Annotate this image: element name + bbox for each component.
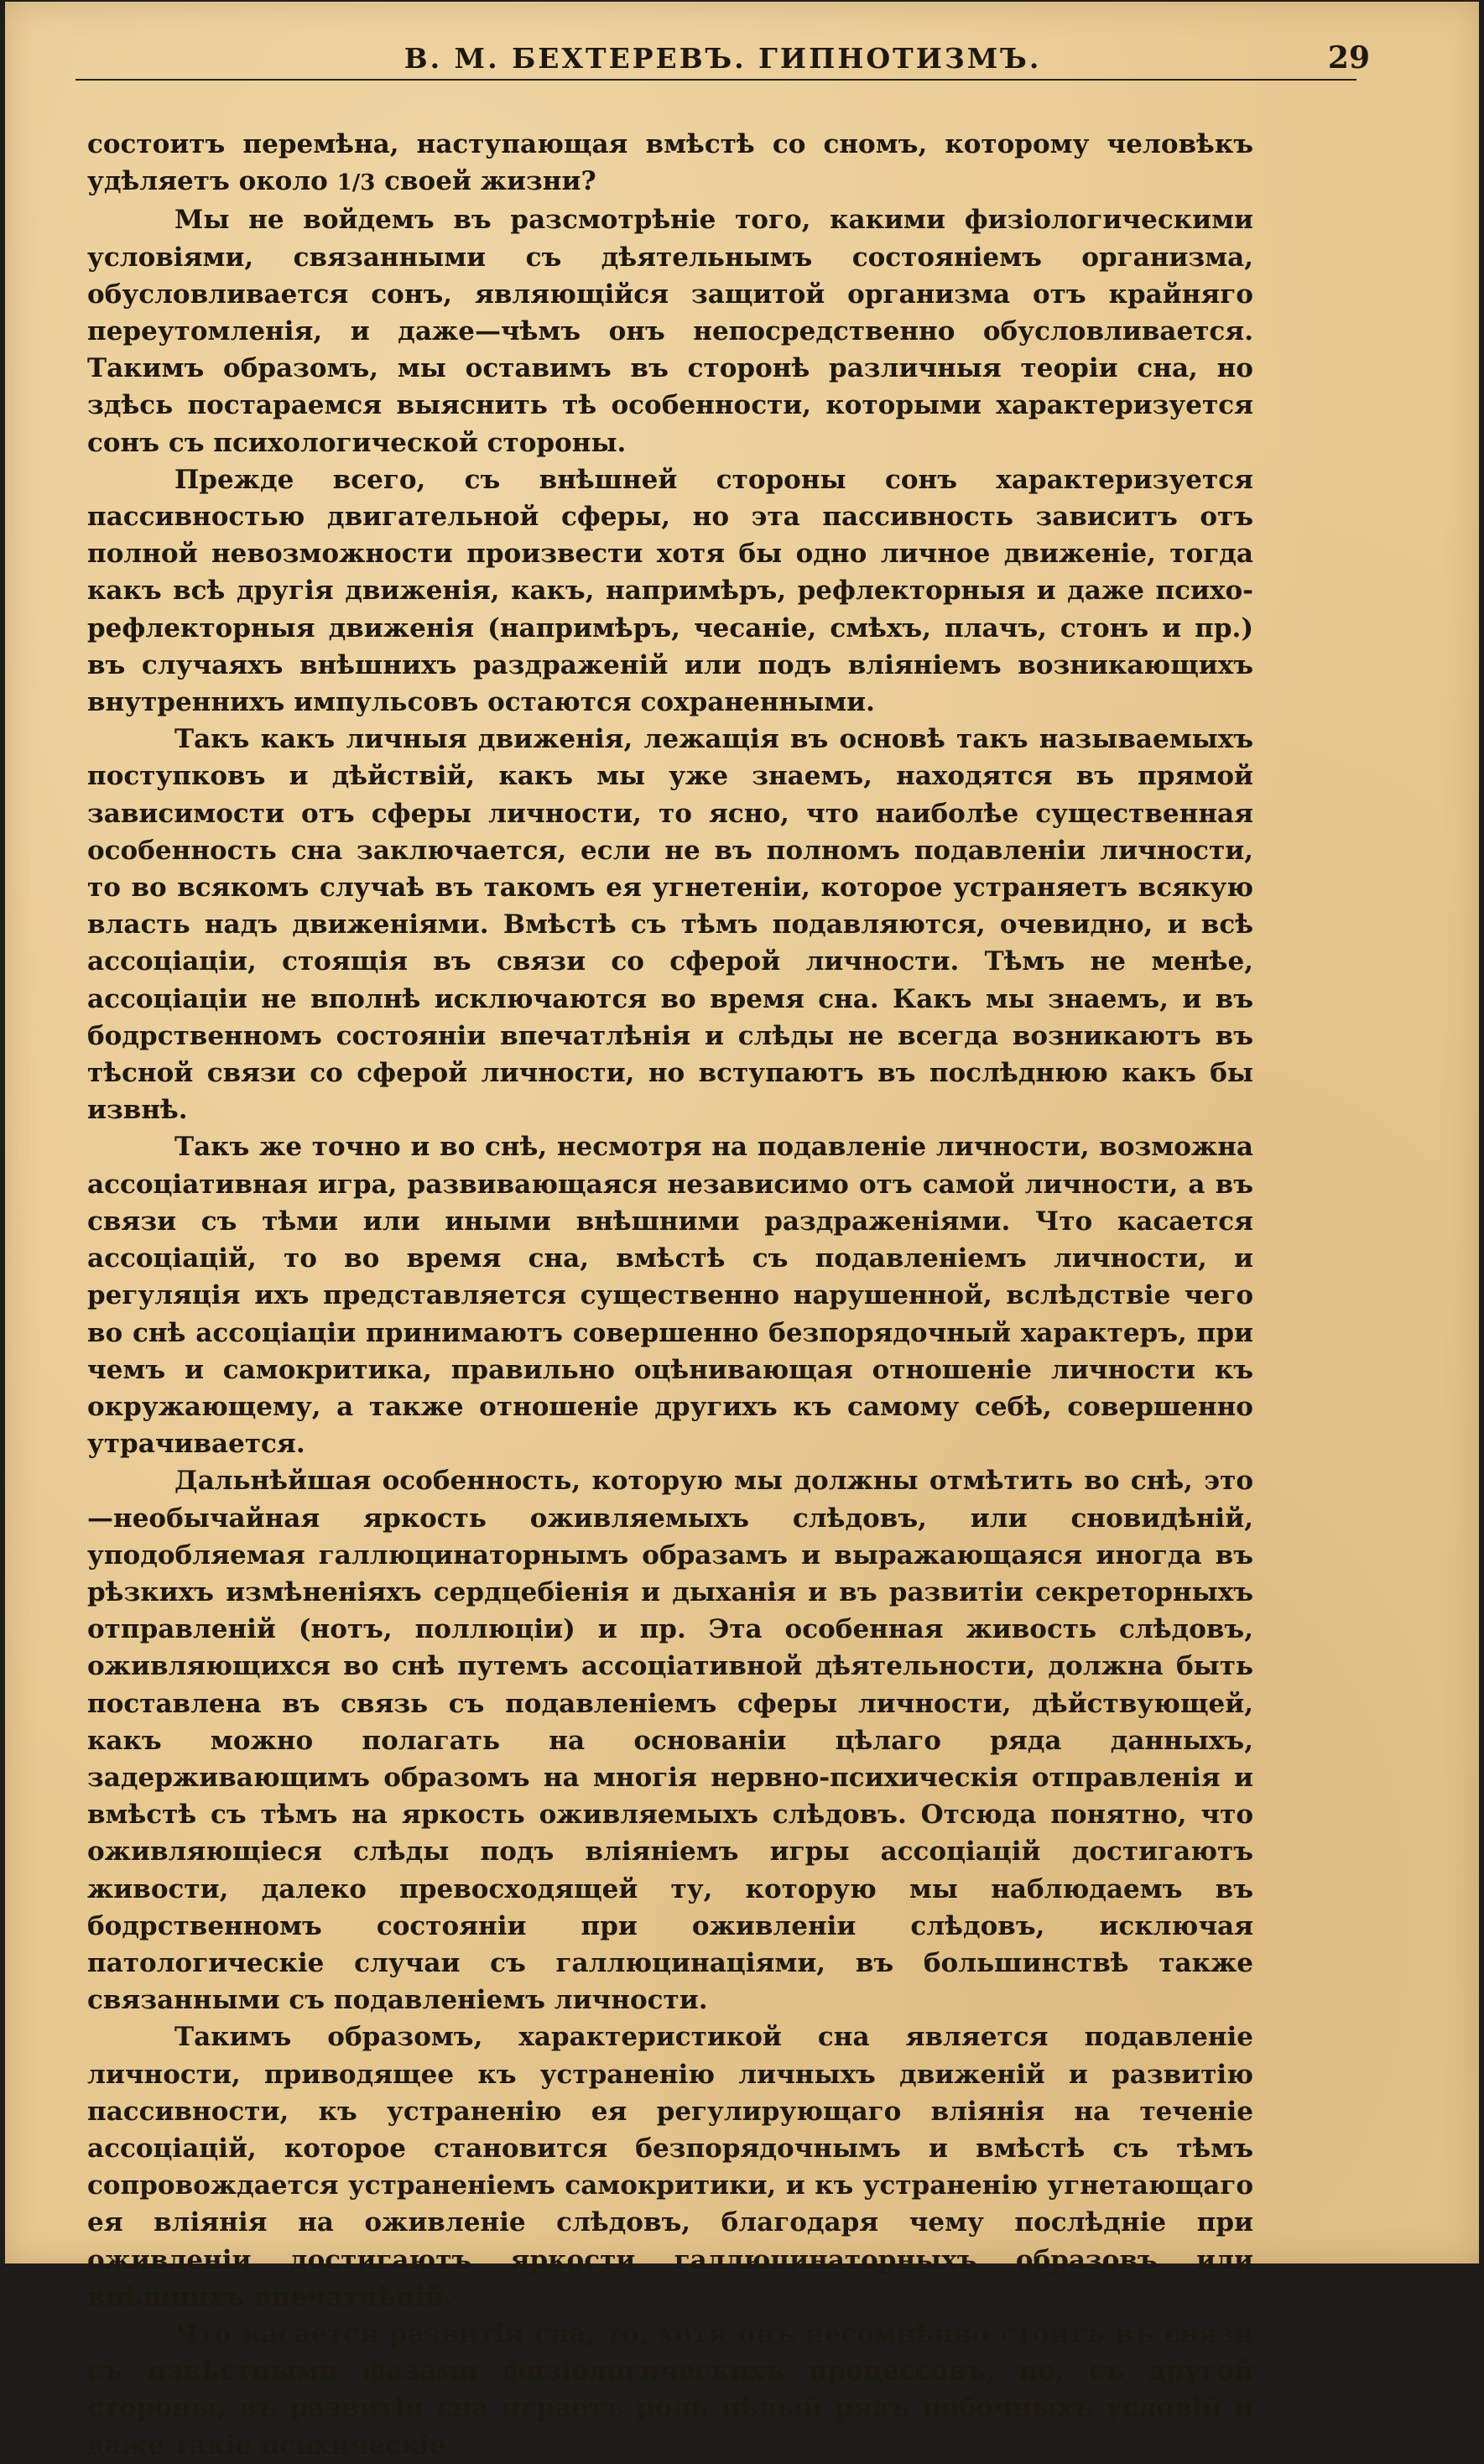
paragraph-6: Такимъ образомъ, характеристикой сна является подавленіе личности, приводящее къ устраненію личныхъ движеній и развитію пассивности, къ устраненію ея регулирующаго вліянія на теченіе ассоціацій, которое становится безпорядочнымъ и вмѣстѣ съ тѣмъ сопровождается устраненіемъ самокритики, и къ устраненію угнетающаго ея вліянія на оживленіе слѣдовъ, благодаря чему послѣдніе при оживленіи достигаютъ яркости галлюцинаторныхъ образовъ или внѣшнихъ впечатлѣній. [87, 2022, 1253, 2312]
body-text [87, 126, 1253, 2464]
paragraph-0-tail: своей жизни? [375, 166, 596, 197]
paragraph-5: Дальнѣйшая особенность, которую мы должны отмѣтить во снѣ, это—необычайная яркость оживляемыхъ слѣдовъ, или сновидѣній, уподобляемая галлюцинаторнымъ образамъ и выражающаяся иногда въ рѣзкихъ измѣненіяхъ сердцебіенія и дыханія и въ развитіи секреторныхъ отправленій (нотъ, поллюціи) и пр. Эта особенная живость слѣдовъ, оживляющихся во снѣ путемъ ассоціативной дѣятельности, должна быть поставлена въ связь съ подавленіемъ сферы личности, дѣйствующей, какъ можно полагать на основаніи цѣлаго ряда данныхъ, задерживающимъ образомъ на многія нервно-психическія отправленія и вмѣстѣ съ тѣмъ на яркость оживляемыхъ слѣдовъ. Отсюда понятно, что оживляющіеся слѣды подъ вліяніемъ игры ассоціацій достигаютъ живости, далеко превосходящей ту, которую мы наблюдаемъ въ бодрственномъ состояніи при оживленіи слѣдовъ, исключая патологическіе случаи съ галлюцинаціями, въ большинствѣ также связанными съ подавленіемъ личности. [87, 1466, 1253, 2016]
book-page [5, 2, 1479, 2461]
fraction-one-third: 1/3 [336, 170, 376, 196]
header-rule [76, 79, 1356, 81]
paragraph-0 [87, 126, 1253, 201]
running-title: В. М. БЕХТЕРЕВЪ. ГИПНОТИЗМЪ. [404, 42, 1042, 75]
paragraph-1: Мы не войдемъ въ разсмотрѣніе того, какими физіологическими условіями, связанными съ дѣятельнымъ состояніемъ организма, обусловливается сонъ, являющійся защитой организма отъ крайняго переутомленія, и даже—чѣмъ онъ непосредственно обусловливается. Такимъ образомъ, мы оставимъ въ сторонѣ различныя теоріи сна, но здѣсь постараемся выяснить тѣ особенности, которыми характеризуется сонъ съ психологической стороны. [87, 205, 1253, 458]
paragraph-4: Такъ же точно и во снѣ, несмотря на подавленіе личности, возможна ассоціативная игра, развивающаяся независимо отъ самой личности, а въ связи съ тѣми или иными внѣшними раздраженіями. Что касается ассоціацій, то во время сна, вмѣстѣ съ подавленіемъ личности, и регуляція ихъ представляется существенно нарушенной, вслѣдствіе чего во снѣ ассоціаціи принимаютъ совершенно безпорядочный характеръ, при чемъ и самокритика, правильно оцѣнивающая отношеніе личности къ окружающему, а также отношеніе другихъ къ самому себѣ, совершенно утрачивается. [87, 1132, 1253, 1460]
paragraph-2: Прежде всего, съ внѣшней стороны сонъ характеризуется пассивностью двигательной сферы, но эта пассивность зависитъ отъ полной невозможности произвести хотя бы одно личное движеніе, тогда какъ всѣ другія движенія, какъ, напримѣръ, рефлекторныя и даже психо-рефлекторныя движенія (напримѣръ, чесаніе, смѣхъ, плачъ, стонъ и пр.) въ случаяхъ внѣшнихъ раздраженій или подъ вліяніемъ возникающихъ внутреннихъ импульсовъ остаются сохраненными. [87, 464, 1253, 718]
paragraph-0-text: состоитъ перемѣна, наступающая вмѣстѣ со сномъ, которому человѣкъ удѣляетъ около [87, 129, 1253, 197]
paragraph-3: Такъ какъ личныя движенія, лежащія въ основѣ такъ называемыхъ поступковъ и дѣйствій, какъ мы уже знаемъ, находятся въ прямой зависимости отъ сферы личности, то ясно, что наиболѣе существенная особенность сна заключается, если не въ полномъ подавленіи личности, то во всякомъ случаѣ въ такомъ ея угнетеніи, которое устраняетъ всякую власть надъ движеніями. Вмѣстѣ съ тѣмъ подавляются, очевидно, и всѣ ассоціаціи, стоящія въ связи со сферой личности. Тѣмъ не менѣе, ассоціаціи не вполнѣ исключаются во время сна. Какъ мы знаемъ, и въ бодрственномъ состояніи впечатлѣнія и слѣды не всегда возникаютъ въ тѣсной связи со сферой личности, но вступаютъ въ послѣднюю какъ бы извнѣ. [87, 724, 1253, 1126]
page-number: 29 [1327, 40, 1370, 76]
paragraph-7: Что касается развитія сна, то, хотя онъ несомнѣнно стоитъ въ связи съ извѣстными фазами физіологическихъ процессовъ, но, съ другой стороны, въ развитіи сна играетъ роль цѣлый рядъ побочныхъ условій и даже такіе психическіе [87, 2318, 1253, 2461]
